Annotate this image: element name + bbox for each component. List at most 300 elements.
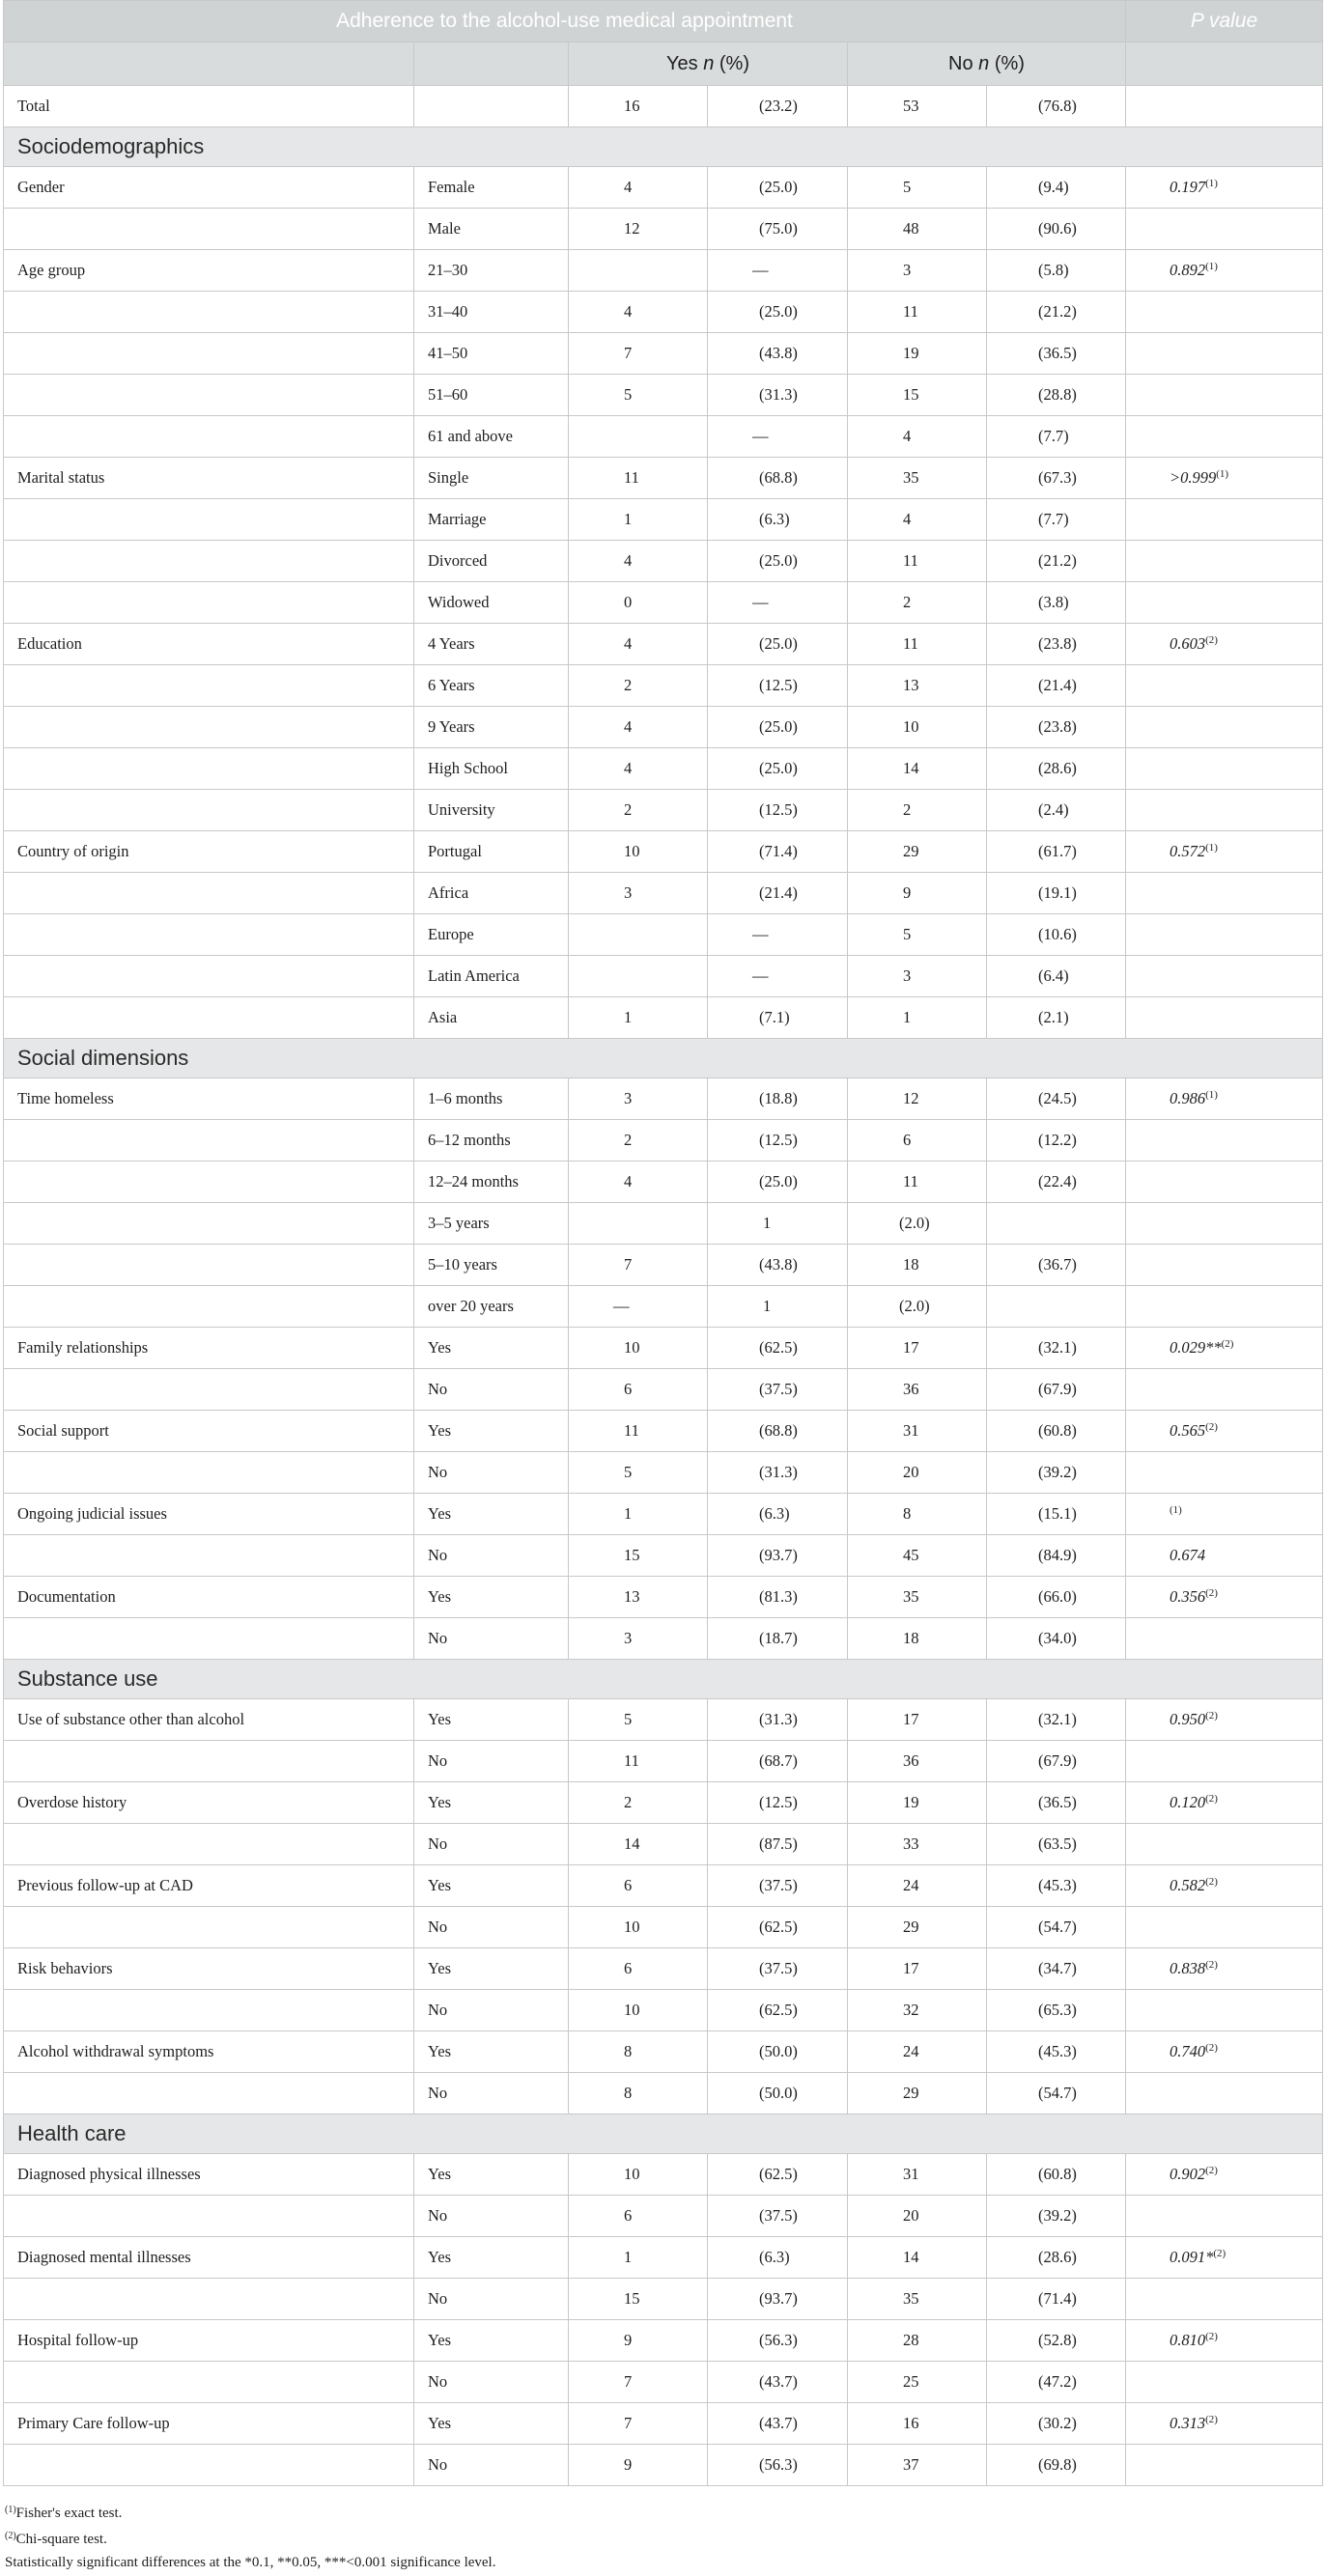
yes-n-cell: 1 (569, 499, 708, 541)
table-row (4, 2196, 1323, 2237)
p-value-cell (1126, 2445, 1323, 2486)
category-cell: No (414, 1535, 569, 1577)
yes-n-cell: 1 (569, 1494, 708, 1535)
table-row (4, 1535, 1323, 1577)
no-n-cell: 31 (848, 1411, 987, 1452)
no-pct-cell: (61.7) (987, 831, 1126, 873)
section-header-row (4, 1660, 1323, 1699)
no-pct-cell: (10.6) (987, 914, 1126, 956)
variable-cell (4, 873, 414, 914)
table-row (4, 1369, 1323, 1411)
p-value-test-marker: (1) (1216, 468, 1229, 480)
p-value-cell (1126, 1577, 1323, 1618)
table-row (4, 707, 1323, 748)
yes-pct-cell: (43.8) (708, 333, 848, 375)
no-pct-cell: (34.7) (987, 1948, 1126, 1990)
variable-cell (4, 748, 414, 790)
category-cell: No (414, 1452, 569, 1494)
p-value-cell (1126, 873, 1323, 914)
p-value-test-marker: (2) (1205, 2331, 1218, 2342)
yes-pct-cell: (62.5) (708, 1328, 848, 1369)
variable-cell: Alcohol withdrawal symptoms (4, 2031, 414, 2073)
p-value-cell (1126, 375, 1323, 416)
yes-n-cell: 4 (569, 541, 708, 582)
no-n-cell: 14 (848, 748, 987, 790)
table-row (4, 1078, 1323, 1120)
category-cell: Divorced (414, 541, 569, 582)
p-value-cell (1126, 956, 1323, 997)
variable-cell (4, 209, 414, 250)
section-title: Social dimensions (4, 1039, 1323, 1078)
variable-cell (4, 997, 414, 1039)
variable-cell (4, 790, 414, 831)
yes-pct-cell: (81.3) (708, 1577, 848, 1618)
p-value: 0.029** (1170, 1338, 1222, 1357)
yes-n-cell: 6 (569, 1865, 708, 1907)
p-value: 0.902 (1170, 2165, 1206, 2183)
table-row (4, 790, 1323, 831)
table-row (4, 624, 1323, 665)
p-value-test-marker: (2) (1205, 1710, 1218, 1722)
p-value-cell (1126, 2073, 1323, 2114)
p-value-cell (1126, 2196, 1323, 2237)
p-value: 0.603 (1170, 634, 1206, 653)
yes-pct-cell: (68.8) (708, 458, 848, 499)
variable-cell: Primary Care follow-up (4, 2403, 414, 2445)
category-cell: High School (414, 748, 569, 790)
table-row (4, 250, 1323, 292)
category-cell: Yes (414, 2154, 569, 2196)
category-cell: over 20 years (414, 1286, 569, 1328)
yes-n-cell: 10 (569, 2154, 708, 2196)
category-cell: Yes (414, 1699, 569, 1741)
yes-n-cell: 6 (569, 1369, 708, 1411)
yes-n-cell: 4 (569, 1162, 708, 1203)
p-value-test-marker: (1) (1205, 842, 1218, 854)
category-cell: Yes (414, 1782, 569, 1824)
variable-cell (4, 582, 414, 624)
yes-pct-cell: (6.3) (708, 1494, 848, 1535)
variable-cell (4, 499, 414, 541)
no-pct-cell (987, 1203, 1126, 1245)
p-value-test-marker: (2) (1205, 1876, 1218, 1888)
category-cell: 61 and above (414, 416, 569, 458)
yes-pct-cell: (43.8) (708, 1245, 848, 1286)
p-value-cell (1126, 665, 1323, 707)
yes-n-cell (569, 956, 708, 997)
category-cell: 12–24 months (414, 1162, 569, 1203)
variable-cell (4, 1907, 414, 1948)
table-row (4, 1286, 1323, 1328)
p-value-test-marker: (2) (1205, 1421, 1218, 1433)
no-pct-cell: (2.4) (987, 790, 1126, 831)
no-n-cell: 18 (848, 1245, 987, 1286)
category-cell: Widowed (414, 582, 569, 624)
yes-pct-cell: (31.3) (708, 1699, 848, 1741)
yes-n-cell: 12 (569, 209, 708, 250)
no-pct-cell: (67.9) (987, 1369, 1126, 1411)
no-pct-cell: (32.1) (987, 1328, 1126, 1369)
yes-n-cell: 15 (569, 2279, 708, 2320)
no-pct-cell: (90.6) (987, 209, 1126, 250)
no-n-cell: 24 (848, 1865, 987, 1907)
no-pct-cell: (30.2) (987, 2403, 1126, 2445)
no-pct-cell: (69.8) (987, 2445, 1126, 2486)
p-value: 0.313 (1170, 2414, 1206, 2432)
yes-n-cell: 3 (569, 1078, 708, 1120)
p-value-cell (1126, 582, 1323, 624)
yes-pct-cell: (25.0) (708, 292, 848, 333)
p-value-cell (1126, 914, 1323, 956)
table-row (4, 1245, 1323, 1286)
no-n-cell: 3 (848, 956, 987, 997)
category-cell: Single (414, 458, 569, 499)
category-cell: No (414, 2196, 569, 2237)
yes-n-cell: 7 (569, 333, 708, 375)
p-value-cell (1126, 790, 1323, 831)
variable-cell (4, 914, 414, 956)
no-n-cell: 48 (848, 209, 987, 250)
total-yes-pct: (23.2) (708, 86, 848, 127)
yes-n-cell: 2 (569, 1120, 708, 1162)
no-pct-cell: (12.2) (987, 1120, 1126, 1162)
table-row (4, 2154, 1323, 2196)
p-value-cell (1126, 167, 1323, 209)
yes-pct-cell: (68.7) (708, 1741, 848, 1782)
category-cell: 5–10 years (414, 1245, 569, 1286)
category-cell: 9 Years (414, 707, 569, 748)
table-row (4, 665, 1323, 707)
category-cell: Asia (414, 997, 569, 1039)
no-pct-cell: (67.9) (987, 1741, 1126, 1782)
no-n-cell: 9 (848, 873, 987, 914)
p-value-test-marker: (2) (1221, 1338, 1234, 1350)
variable-cell: Previous follow-up at CAD (4, 1865, 414, 1907)
table-row (4, 1824, 1323, 1865)
yes-pct-cell: — (708, 416, 848, 458)
category-cell: Europe (414, 914, 569, 956)
table-row (4, 1203, 1323, 1245)
category-cell: No (414, 1369, 569, 1411)
yes-n-cell: 7 (569, 2362, 708, 2403)
p-value-cell (1126, 2279, 1323, 2320)
no-pct-cell (987, 1286, 1126, 1328)
table-row (4, 2403, 1323, 2445)
p-value-test-marker: (2) (1205, 634, 1218, 646)
yes-n-cell: 5 (569, 375, 708, 416)
p-value-cell (1126, 707, 1323, 748)
p-value-cell (1126, 1411, 1323, 1452)
no-pct-cell: (39.2) (987, 1452, 1126, 1494)
p-value-cell (1126, 1824, 1323, 1865)
no-n-cell: 13 (848, 665, 987, 707)
p-value-cell (1126, 1618, 1323, 1660)
p-value-test-marker: (1) (1205, 1089, 1218, 1101)
footnote-significance: Statistically significant differences at the *0.1, **0.05, ***<0.001 significance level. (5, 2555, 496, 2570)
category-cell: Yes (414, 1948, 569, 1990)
adherence-table (3, 0, 1323, 2486)
variable-cell (4, 707, 414, 748)
section-header-row (4, 1039, 1323, 1078)
table-row (4, 541, 1323, 582)
category-cell: No (414, 1618, 569, 1660)
category-cell: Yes (414, 2031, 569, 2073)
yes-n-cell: 10 (569, 831, 708, 873)
p-value-cell (1126, 2320, 1323, 2362)
table-row (4, 1782, 1323, 1824)
footnote-chi-square: $^{(2)}$Chi-square test. (5, 2531, 107, 2547)
category-cell: No (414, 2362, 569, 2403)
yes-pct-cell: (93.7) (708, 1535, 848, 1577)
p-value: 0.572 (1170, 842, 1206, 860)
p-value: 0.838 (1170, 1959, 1206, 1977)
p-value-cell (1126, 748, 1323, 790)
total-row (4, 86, 1323, 127)
yes-n-cell: 2 (569, 1782, 708, 1824)
table-row (4, 1948, 1323, 1990)
no-pct-cell: (21.2) (987, 292, 1126, 333)
no-n-cell: 35 (848, 1577, 987, 1618)
no-n-cell: (2.0) (848, 1203, 987, 1245)
p-value-cell (1126, 997, 1323, 1039)
category-cell: Africa (414, 873, 569, 914)
no-pct-cell: (36.5) (987, 1782, 1126, 1824)
no-n-cell: 8 (848, 1494, 987, 1535)
footnote-fisher: $^{(1)}$Fisher's exact test. (5, 2505, 123, 2521)
p-value-cell (1126, 1907, 1323, 1948)
p-value: 0.582 (1170, 1876, 1206, 1894)
p-value-test-marker: (2) (1205, 2165, 1218, 2176)
category-cell: 21–30 (414, 250, 569, 292)
no-n-cell: 36 (848, 1369, 987, 1411)
variable-cell (4, 1535, 414, 1577)
subheader-empty (1126, 42, 1323, 86)
variable-cell (4, 1369, 414, 1411)
variable-cell: Diagnosed mental illnesses (4, 2237, 414, 2279)
no-pct-cell: (63.5) (987, 1824, 1126, 1865)
yes-n-cell: 4 (569, 748, 708, 790)
total-no-n: 53 (848, 86, 987, 127)
category-cell: Yes (414, 2403, 569, 2445)
variable-cell (4, 333, 414, 375)
no-n-cell: 2 (848, 582, 987, 624)
no-n-cell: 24 (848, 2031, 987, 2073)
no-pct-cell: (45.3) (987, 1865, 1126, 1907)
category-cell: Yes (414, 1411, 569, 1452)
variable-cell (4, 1990, 414, 2031)
yes-pct-cell: (18.7) (708, 1618, 848, 1660)
yes-pct-cell: (87.5) (708, 1824, 848, 1865)
variable-cell (4, 1618, 414, 1660)
no-n-cell: 25 (848, 2362, 987, 2403)
yes-pct-cell: (62.5) (708, 2154, 848, 2196)
subheader-empty (414, 42, 569, 86)
yes-pct-cell: (25.0) (708, 624, 848, 665)
yes-n-cell: 9 (569, 2445, 708, 2486)
p-value: 0.986 (1170, 1089, 1206, 1107)
table-row (4, 2031, 1323, 2073)
variable-cell (4, 665, 414, 707)
yes-pct-cell: (21.4) (708, 873, 848, 914)
no-pct-cell: (54.7) (987, 1907, 1126, 1948)
no-n-cell: 17 (848, 1948, 987, 1990)
table-row (4, 914, 1323, 956)
yes-n-cell: 11 (569, 1411, 708, 1452)
table-row (4, 416, 1323, 458)
table-row (4, 1618, 1323, 1660)
table-row (4, 2362, 1323, 2403)
yes-pct-cell: (93.7) (708, 2279, 848, 2320)
yes-pct-cell: 1 (708, 1203, 848, 1245)
p-value-cell (1126, 541, 1323, 582)
p-value-cell (1126, 2237, 1323, 2279)
p-value-cell (1126, 250, 1323, 292)
table-row (4, 1699, 1323, 1741)
variable-cell: Gender (4, 167, 414, 209)
no-pct-cell: (24.5) (987, 1078, 1126, 1120)
category-cell: No (414, 2445, 569, 2486)
subheader-empty (4, 42, 414, 86)
no-n-cell: 4 (848, 499, 987, 541)
table-container (3, 0, 1322, 2486)
yes-pct-cell: (6.3) (708, 2237, 848, 2279)
no-pct-cell: (28.8) (987, 375, 1126, 416)
yes-pct-cell: (50.0) (708, 2031, 848, 2073)
table-row (4, 1990, 1323, 2031)
no-n-cell: 15 (848, 375, 987, 416)
yes-pct-cell: (12.5) (708, 790, 848, 831)
yes-n-cell: 9 (569, 2320, 708, 2362)
table-row (4, 748, 1323, 790)
no-n-cell: 2 (848, 790, 987, 831)
p-value-cell (1126, 1699, 1323, 1741)
p-value-cell (1126, 2403, 1323, 2445)
no-n-cell: (2.0) (848, 1286, 987, 1328)
no-n-cell: 14 (848, 2237, 987, 2279)
yes-pct-cell: (43.7) (708, 2403, 848, 2445)
p-value: 0.120 (1170, 1793, 1206, 1811)
table-footnotes (5, 2499, 495, 2574)
table-row (4, 1162, 1323, 1203)
no-pct-cell: (23.8) (987, 624, 1126, 665)
yes-pct-cell: (25.0) (708, 707, 848, 748)
category-cell: 1–6 months (414, 1078, 569, 1120)
yes-n-cell: 8 (569, 2031, 708, 2073)
no-n-cell: 31 (848, 2154, 987, 2196)
yes-n-cell: 7 (569, 2403, 708, 2445)
yes-pct-cell: (62.5) (708, 1907, 848, 1948)
no-pct-cell: (6.4) (987, 956, 1126, 997)
header-row (4, 1, 1323, 42)
variable-cell (4, 1120, 414, 1162)
no-n-cell: 35 (848, 2279, 987, 2320)
yes-pct-cell: (25.0) (708, 167, 848, 209)
no-pct-cell: (45.3) (987, 2031, 1126, 2073)
p-value: 0.674 (1170, 1546, 1206, 1564)
yes-n-cell (569, 416, 708, 458)
no-pct-cell: (65.3) (987, 1990, 1126, 2031)
no-n-cell: 11 (848, 1162, 987, 1203)
no-pct-cell: (28.6) (987, 748, 1126, 790)
no-n-cell: 20 (848, 1452, 987, 1494)
section-header-row (4, 127, 1323, 167)
no-n-cell: 10 (848, 707, 987, 748)
category-cell: University (414, 790, 569, 831)
yes-n-cell: 2 (569, 665, 708, 707)
p-value-cell (1126, 458, 1323, 499)
no-n-cell: 36 (848, 1741, 987, 1782)
yes-n-cell: 4 (569, 292, 708, 333)
category-cell: Male (414, 209, 569, 250)
no-n-cell: 11 (848, 624, 987, 665)
no-n-cell: 12 (848, 1078, 987, 1120)
yes-n-cell: 14 (569, 1824, 708, 1865)
yes-n-cell: 10 (569, 1990, 708, 2031)
no-n-cell: 6 (848, 1120, 987, 1162)
no-pct-cell: (7.7) (987, 416, 1126, 458)
no-n-cell: 37 (848, 2445, 987, 2486)
yes-pct-cell: (6.3) (708, 499, 848, 541)
no-n-cell: 19 (848, 1782, 987, 1824)
no-pct-cell: (39.2) (987, 2196, 1126, 2237)
table-row (4, 831, 1323, 873)
yes-pct-cell: (37.5) (708, 1865, 848, 1907)
category-cell: Yes (414, 1865, 569, 1907)
yes-pct-cell: (56.3) (708, 2320, 848, 2362)
no-n-cell: 11 (848, 292, 987, 333)
yes-pct-cell: (25.0) (708, 748, 848, 790)
yes-n-cell: 1 (569, 997, 708, 1039)
p-value-cell (1126, 1494, 1323, 1535)
no-pct-cell: (22.4) (987, 1162, 1126, 1203)
no-n-cell: 32 (848, 1990, 987, 2031)
yes-pct-cell: (37.5) (708, 1948, 848, 1990)
p-value-cell (1126, 1741, 1323, 1782)
p-value: 0.892 (1170, 261, 1206, 279)
no-pct-cell: (47.2) (987, 2362, 1126, 2403)
p-value: >0.999 (1170, 468, 1217, 487)
p-value-cell (1126, 499, 1323, 541)
no-n-cell: 19 (848, 333, 987, 375)
no-pct-cell: (67.3) (987, 458, 1126, 499)
yes-pct-cell: (68.8) (708, 1411, 848, 1452)
p-value-cell (1126, 2362, 1323, 2403)
variable-cell: Ongoing judicial issues (4, 1494, 414, 1535)
table-row (4, 1741, 1323, 1782)
yes-n-cell: 6 (569, 1948, 708, 1990)
no-n-cell: 28 (848, 2320, 987, 2362)
yes-n-cell (569, 1203, 708, 1245)
table-row (4, 2279, 1323, 2320)
category-cell: Yes (414, 1494, 569, 1535)
p-value-cell (1126, 209, 1323, 250)
yes-n-cell: 3 (569, 1618, 708, 1660)
p-value-cell (1126, 1328, 1323, 1369)
category-cell: 51–60 (414, 375, 569, 416)
p-value: 0.950 (1170, 1710, 1206, 1728)
no-n-cell: 18 (848, 1618, 987, 1660)
p-value-cell (1126, 1203, 1323, 1245)
yes-pct-cell: (56.3) (708, 2445, 848, 2486)
p-value-test-marker: (2) (1205, 1959, 1218, 1971)
variable-cell (4, 1245, 414, 1286)
no-n-cell: 17 (848, 1328, 987, 1369)
yes-pct-cell: — (708, 956, 848, 997)
yes-n-cell: 10 (569, 1328, 708, 1369)
yes-n-cell: 3 (569, 873, 708, 914)
no-pct-cell: (2.1) (987, 997, 1126, 1039)
table-row (4, 292, 1323, 333)
